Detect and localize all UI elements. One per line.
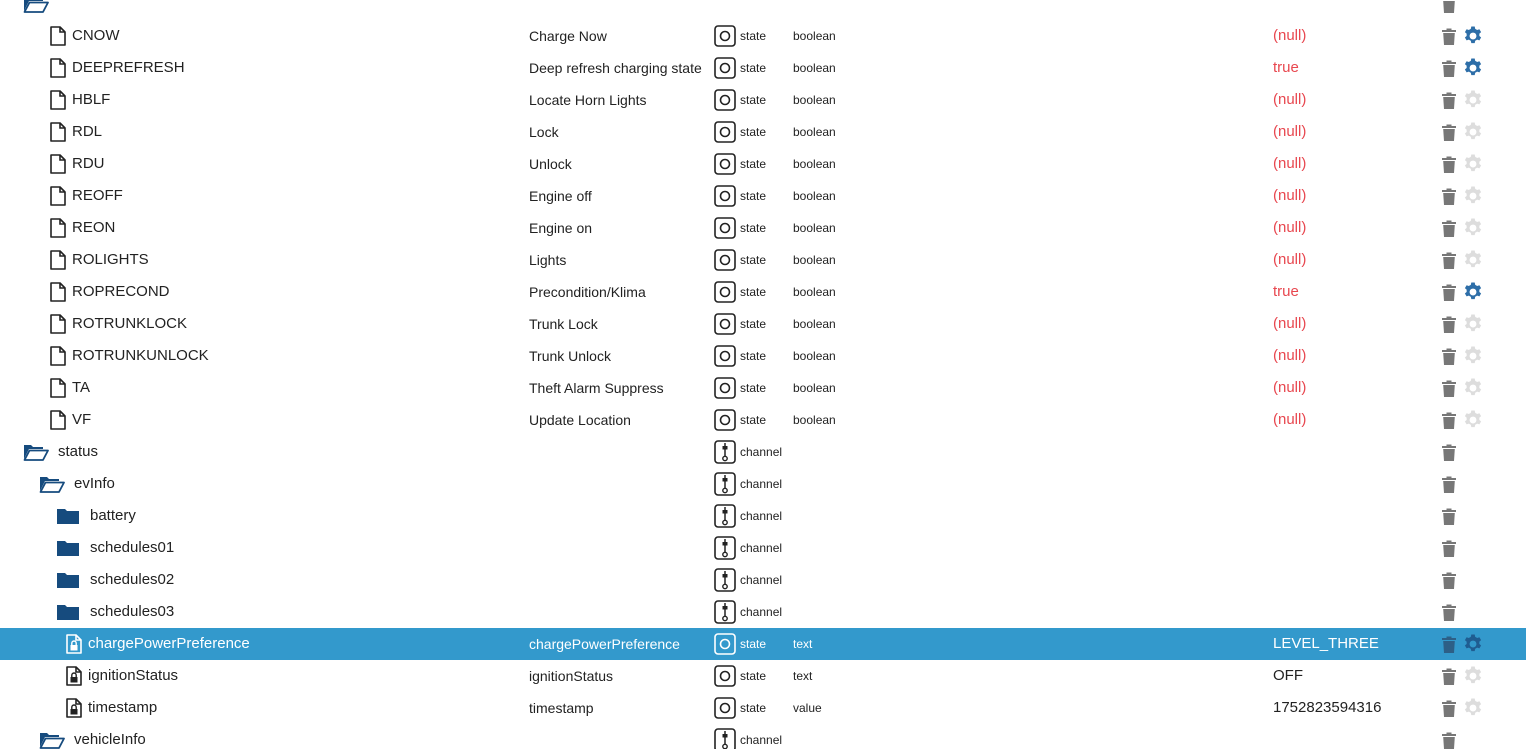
state-role-icon	[713, 52, 737, 84]
state-role-icon	[713, 404, 737, 436]
locked-file-icon	[60, 628, 88, 660]
object-name: REOFF	[72, 187, 123, 204]
tree-row[interactable]	[0, 724, 1526, 749]
object-description: timestamp	[529, 700, 594, 716]
object-type: channel	[740, 445, 783, 459]
object-type: state	[740, 317, 767, 331]
state-role-icon	[713, 84, 737, 116]
object-value[interactable]: true	[1273, 283, 1299, 300]
object-name: schedules03	[90, 603, 175, 620]
trash-icon[interactable]	[1439, 660, 1459, 692]
trash-icon[interactable]	[1439, 84, 1459, 116]
trash-icon[interactable]	[1439, 0, 1459, 20]
object-description: Trunk Lock	[529, 316, 598, 332]
object-type: channel	[740, 733, 783, 747]
object-datatype	[793, 0, 873, 20]
folder-icon[interactable]	[54, 532, 82, 564]
file-icon	[44, 404, 72, 436]
object-description	[529, 724, 709, 749]
folder-open-icon[interactable]	[38, 468, 66, 500]
object-type: state	[740, 29, 767, 43]
object-name: HBLF	[72, 91, 111, 108]
locked-file-icon	[60, 660, 88, 692]
folder-icon[interactable]	[54, 596, 82, 628]
tree-row[interactable]	[0, 468, 1526, 500]
gear-icon[interactable]	[1462, 244, 1484, 276]
trash-icon[interactable]	[1439, 52, 1459, 84]
trash-icon[interactable]	[1439, 372, 1459, 404]
gear-icon[interactable]	[1462, 340, 1484, 372]
gear-icon[interactable]	[1462, 372, 1484, 404]
object-datatype: boolean	[793, 285, 836, 299]
gear-icon[interactable]	[1462, 212, 1484, 244]
object-type: channel	[740, 509, 783, 523]
state-role-icon	[713, 308, 737, 340]
state-role-icon	[713, 180, 737, 212]
tree-row[interactable]	[0, 244, 1526, 276]
tree-row[interactable]	[0, 0, 1526, 20]
trash-icon[interactable]	[1439, 596, 1459, 628]
object-value[interactable]: (null)	[1273, 91, 1307, 108]
object-value[interactable]: LEVEL_THREE	[1273, 635, 1379, 652]
tree-row[interactable]	[0, 564, 1526, 596]
object-value[interactable]: (null)	[1273, 315, 1307, 332]
object-datatype: boolean	[793, 29, 836, 43]
object-value[interactable]	[1273, 468, 1423, 500]
gear-icon[interactable]	[1462, 308, 1484, 340]
object-description	[529, 596, 709, 628]
object-type: state	[740, 221, 767, 235]
object-type: state	[740, 349, 767, 363]
object-value[interactable]	[1273, 0, 1423, 20]
trash-icon[interactable]	[1439, 500, 1459, 532]
trash-icon[interactable]	[1439, 276, 1459, 308]
trash-icon[interactable]	[1439, 180, 1459, 212]
object-type: state	[740, 701, 767, 715]
state-role-icon	[713, 660, 737, 692]
object-type: channel	[740, 541, 783, 555]
state-role-icon	[713, 148, 737, 180]
state-role-icon	[713, 340, 737, 372]
object-type: state	[740, 285, 767, 299]
gear-icon[interactable]	[1462, 276, 1484, 308]
object-datatype: value	[793, 701, 822, 715]
gear-icon[interactable]	[1462, 20, 1484, 52]
object-datatype: boolean	[793, 125, 836, 139]
folder-icon[interactable]	[54, 564, 82, 596]
object-name: RDU	[72, 155, 105, 172]
channel-role-icon	[713, 532, 737, 564]
tree-row[interactable]	[0, 52, 1526, 84]
object-type: state	[740, 253, 767, 267]
object-type: state	[740, 93, 767, 107]
channel-role-icon	[713, 436, 737, 468]
state-role-icon	[713, 212, 737, 244]
object-type: state	[740, 125, 767, 139]
object-value[interactable]: (null)	[1273, 155, 1307, 172]
object-name: timestamp	[88, 699, 158, 716]
object-value[interactable]	[1273, 596, 1423, 628]
state-role-icon	[713, 628, 737, 660]
object-description: Charge Now	[529, 28, 607, 44]
tree-row[interactable]	[0, 660, 1526, 692]
channel-role-icon	[713, 500, 737, 532]
object-description	[529, 500, 709, 532]
object-value[interactable]: 1752823594316	[1273, 699, 1382, 716]
tree-row[interactable]	[0, 596, 1526, 628]
object-type: state	[740, 637, 767, 651]
file-icon	[44, 244, 72, 276]
object-value[interactable]: (null)	[1273, 187, 1307, 204]
object-value[interactable]: true	[1273, 59, 1299, 76]
object-description	[529, 436, 709, 468]
file-icon	[44, 212, 72, 244]
object-name: ignitionStatus	[88, 667, 179, 684]
trash-icon[interactable]	[1439, 468, 1459, 500]
file-icon	[44, 116, 72, 148]
object-description: ignitionStatus	[529, 668, 614, 684]
object-description: chargePowerPreference	[529, 636, 680, 652]
object-name: TA	[72, 379, 91, 396]
trash-icon[interactable]	[1439, 436, 1459, 468]
trash-icon[interactable]	[1439, 724, 1459, 749]
state-role-icon	[713, 116, 737, 148]
trash-icon[interactable]	[1439, 308, 1459, 340]
gear-icon[interactable]	[1462, 52, 1484, 84]
object-type: channel	[740, 573, 783, 587]
object-type: channel	[740, 605, 783, 619]
gear-icon[interactable]	[1462, 628, 1484, 660]
object-datatype: boolean	[793, 93, 836, 107]
object-name: CNOW	[72, 27, 120, 44]
object-value[interactable]: OFF	[1273, 667, 1303, 684]
tree-row[interactable]	[0, 212, 1526, 244]
gear-icon[interactable]	[1462, 116, 1484, 148]
object-description: Lights	[529, 252, 567, 268]
object-datatype: boolean	[793, 381, 836, 395]
tree-row[interactable]	[0, 628, 1526, 660]
object-value[interactable]: (null)	[1273, 379, 1307, 396]
object-name: VF	[72, 411, 92, 428]
object-value[interactable]	[1273, 500, 1423, 532]
trash-icon[interactable]	[1439, 532, 1459, 564]
file-icon	[44, 308, 72, 340]
object-name: evInfo	[74, 475, 115, 492]
tree-row[interactable]	[0, 532, 1526, 564]
object-datatype	[793, 500, 873, 532]
gear-icon[interactable]	[1462, 404, 1484, 436]
object-description: Unlock	[529, 156, 572, 172]
object-description: Locate Horn Lights	[529, 92, 647, 108]
object-type: state	[740, 157, 767, 171]
object-datatype: boolean	[793, 157, 836, 171]
object-type: state	[740, 189, 767, 203]
state-role-icon	[713, 276, 737, 308]
object-datatype	[793, 724, 873, 749]
tree-row[interactable]	[0, 148, 1526, 180]
object-name: chargePowerPreference	[88, 635, 250, 652]
trash-icon[interactable]	[1439, 20, 1459, 52]
tree-row[interactable]	[0, 116, 1526, 148]
object-description: Lock	[529, 124, 559, 140]
trash-icon[interactable]	[1439, 628, 1459, 660]
tree-row[interactable]	[0, 276, 1526, 308]
file-icon	[44, 276, 72, 308]
object-description: Engine on	[529, 220, 593, 236]
object-datatype: boolean	[793, 317, 836, 331]
object-value[interactable]: (null)	[1273, 123, 1307, 140]
tree-row[interactable]	[0, 404, 1526, 436]
object-value[interactable]	[1273, 436, 1423, 468]
channel-role-icon	[713, 596, 737, 628]
trash-icon[interactable]	[1439, 564, 1459, 596]
object-datatype	[793, 532, 873, 564]
object-datatype: boolean	[793, 413, 836, 427]
file-icon	[44, 372, 72, 404]
object-description: Update Location	[529, 412, 631, 428]
trash-icon[interactable]	[1439, 212, 1459, 244]
gear-icon[interactable]	[1462, 660, 1484, 692]
file-icon	[44, 148, 72, 180]
object-datatype: boolean	[793, 189, 836, 203]
file-icon	[44, 52, 72, 84]
folder-open-icon[interactable]	[22, 436, 50, 468]
file-icon	[44, 20, 72, 52]
object-value[interactable]: (null)	[1273, 219, 1307, 236]
channel-role-icon	[713, 468, 737, 500]
object-value[interactable]	[1273, 532, 1423, 564]
object-value[interactable]	[1273, 724, 1423, 749]
object-datatype: text	[793, 637, 813, 651]
object-datatype: boolean	[793, 253, 836, 267]
state-role-icon	[713, 692, 737, 724]
object-description	[529, 532, 709, 564]
object-value[interactable]: (null)	[1273, 27, 1307, 44]
tree-row[interactable]	[0, 180, 1526, 212]
object-type: state	[740, 381, 767, 395]
locked-file-icon	[60, 692, 88, 724]
object-value[interactable]: (null)	[1273, 251, 1307, 268]
tree-row[interactable]	[0, 436, 1526, 468]
tree-row[interactable]	[0, 308, 1526, 340]
state-role-icon	[713, 244, 737, 276]
object-datatype: boolean	[793, 349, 836, 363]
tree-row[interactable]	[0, 692, 1526, 724]
gear-icon[interactable]	[1462, 84, 1484, 116]
tree-row[interactable]	[0, 84, 1526, 116]
channel-role-icon	[713, 564, 737, 596]
folder-icon[interactable]	[54, 500, 82, 532]
object-description: Trunk Unlock	[529, 348, 611, 364]
trash-icon[interactable]	[1439, 148, 1459, 180]
channel-role-icon	[713, 724, 737, 749]
file-icon	[44, 340, 72, 372]
tree-row[interactable]	[0, 340, 1526, 372]
object-datatype: text	[793, 669, 813, 683]
object-name: schedules01	[90, 539, 175, 556]
object-type: channel	[740, 477, 783, 491]
object-description: Theft Alarm Suppress	[529, 380, 664, 396]
object-description: Precondition/Klima	[529, 284, 646, 300]
object-name	[0, 0, 430, 20]
object-name: status	[58, 443, 99, 460]
file-icon	[44, 84, 72, 116]
object-datatype	[793, 564, 873, 596]
object-name: ROPRECOND	[72, 283, 170, 300]
state-role-icon	[713, 20, 737, 52]
trash-icon[interactable]	[1439, 404, 1459, 436]
object-name: vehicleInfo	[74, 731, 146, 748]
object-name: ROLIGHTS	[72, 251, 149, 268]
object-datatype	[793, 596, 873, 628]
object-value[interactable]: (null)	[1273, 411, 1307, 428]
object-datatype	[793, 436, 873, 468]
trash-icon[interactable]	[1439, 340, 1459, 372]
object-description: Deep refresh charging state	[529, 60, 702, 76]
object-name: schedules02	[90, 571, 175, 588]
object-name: ROTRUNKLOCK	[72, 315, 188, 332]
object-name: RDL	[72, 123, 103, 140]
gear-icon[interactable]	[1462, 692, 1484, 724]
trash-icon[interactable]	[1439, 692, 1459, 724]
object-value[interactable]: (null)	[1273, 347, 1307, 364]
object-name: REON	[72, 219, 116, 236]
object-type: state	[740, 61, 767, 75]
object-name: ROTRUNKUNLOCK	[72, 347, 209, 364]
trash-icon[interactable]	[1439, 116, 1459, 148]
object-datatype: boolean	[793, 221, 836, 235]
object-description	[529, 564, 709, 596]
object-description	[529, 468, 709, 500]
object-description	[529, 0, 709, 20]
trash-icon[interactable]	[1439, 244, 1459, 276]
object-name: battery	[90, 507, 136, 524]
file-icon	[44, 180, 72, 212]
object-type: state	[740, 413, 767, 427]
tree-row[interactable]	[0, 372, 1526, 404]
tree-row[interactable]	[0, 500, 1526, 532]
object-name: DEEPREFRESH	[72, 59, 185, 76]
state-role-icon	[713, 372, 737, 404]
object-datatype	[793, 468, 873, 500]
object-description: Engine off	[529, 188, 592, 204]
object-datatype: boolean	[793, 61, 836, 75]
object-type: state	[740, 669, 767, 683]
gear-icon[interactable]	[1462, 180, 1484, 212]
tree-row[interactable]	[0, 20, 1526, 52]
gear-icon[interactable]	[1462, 148, 1484, 180]
folder-open-icon[interactable]	[38, 724, 66, 749]
object-value[interactable]	[1273, 564, 1423, 596]
